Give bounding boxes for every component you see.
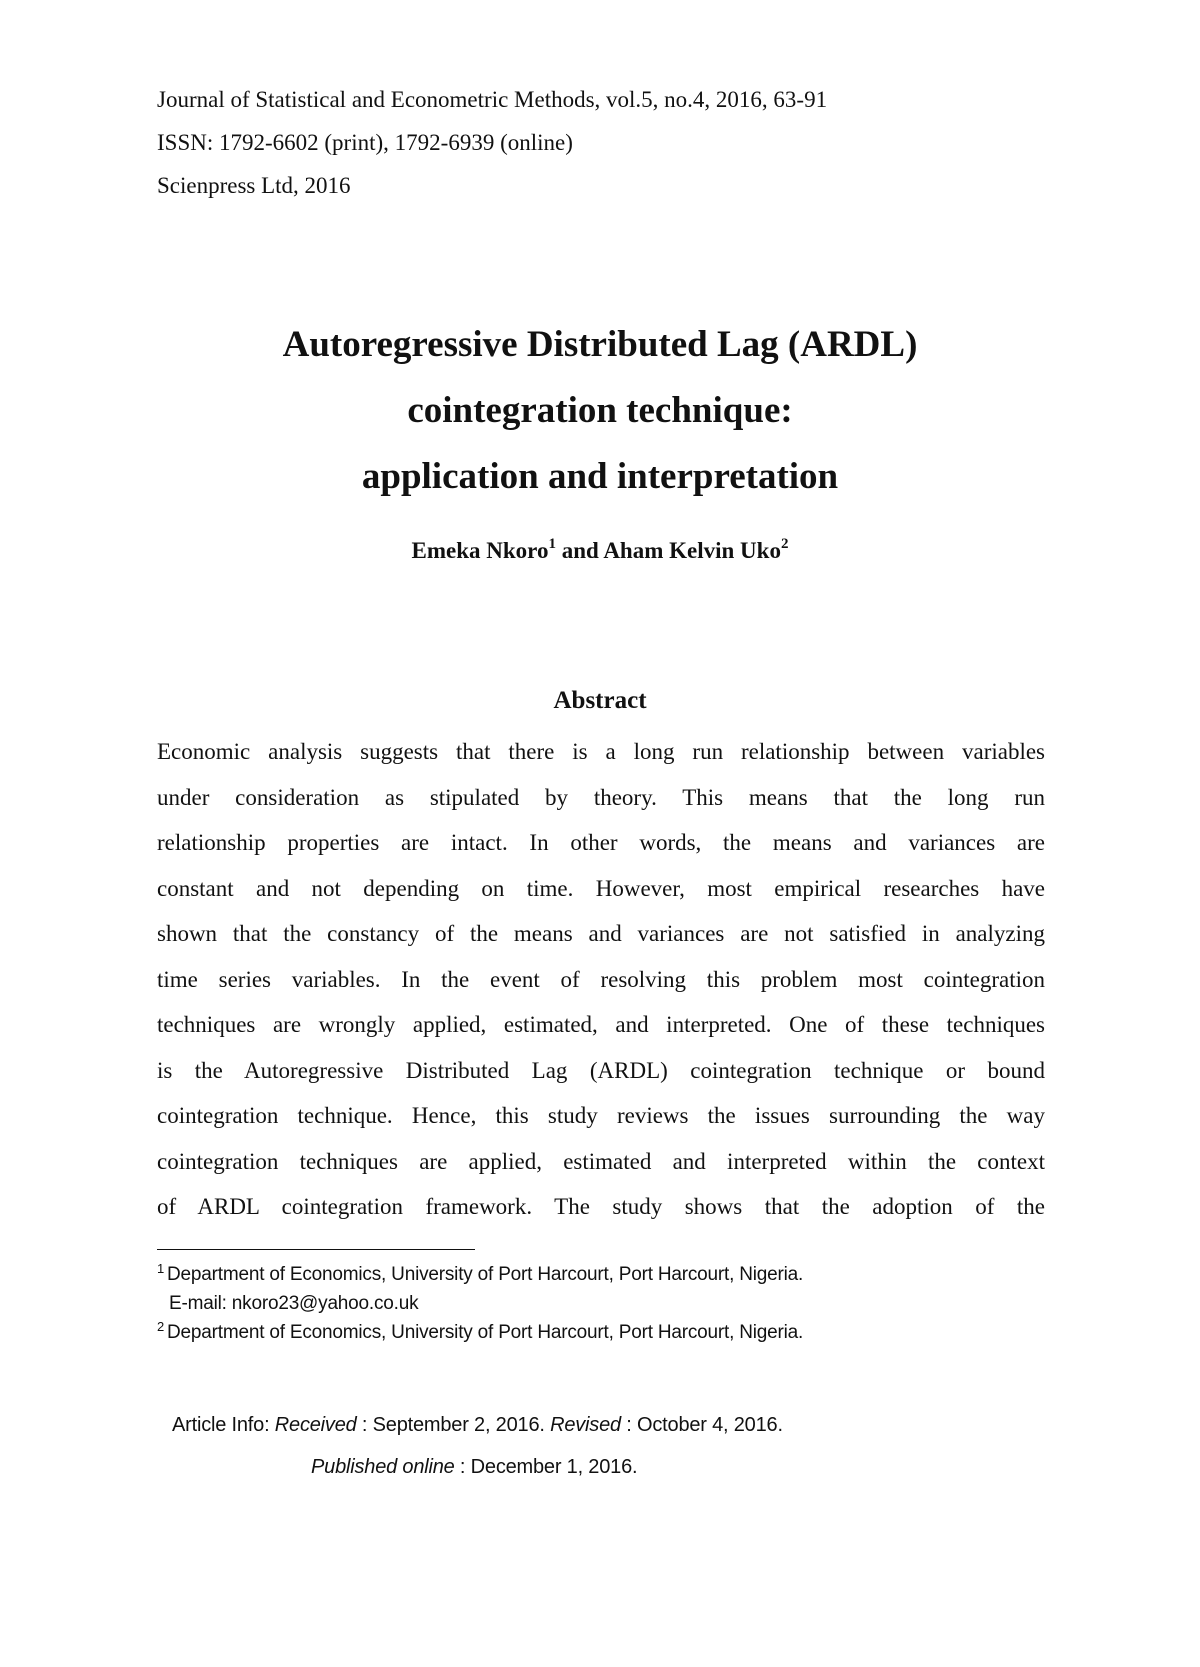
journal-citation: Journal of Statistical and Econometric Methods, vol.5, no.4, 2016, 63-91 (157, 87, 828, 112)
author-1-name: Emeka Nkoro (411, 538, 549, 563)
journal-header (157, 78, 827, 207)
revised-label: Revised (550, 1414, 621, 1436)
footnote-2-mark: 2 (157, 1319, 165, 1334)
received-label: Received (274, 1414, 357, 1436)
received-date: : September 2, 2016. (356, 1414, 551, 1436)
footnote-divider (157, 1249, 475, 1250)
footnote-1-affiliation: Department of Economics, University of Port Harcourt, Port Harcourt, Nigeria. (167, 1264, 804, 1285)
title-line-2: cointegration technique: (407, 390, 793, 431)
published-date: : December 1, 2016. (454, 1456, 638, 1478)
abstract-line: techniques are wrongly applied, estimated, and interpreted. One of these techniques (157, 1012, 1045, 1037)
abstract-line: shown that the constancy of the means and variances are not satisfied in analyzing (157, 921, 1045, 946)
author-2-name: Aham Kelvin Uko (603, 538, 781, 563)
author-separator: and (555, 538, 604, 563)
article-info-prefix: Article Info: (172, 1414, 275, 1436)
abstract-line: constant and not depending on time. However, most empirical researches have (157, 875, 1045, 901)
footnote-1 (157, 1260, 803, 1289)
journal-issn: ISSN: 1792-6602 (print), 1792-6939 (online) (157, 130, 573, 155)
abstract-line: under consideration as stipulated by theory. This means that the long run (157, 784, 1045, 810)
title-line-1: Autoregressive Distributed Lag (ARDL) (282, 324, 918, 365)
title-line-3: application and interpretation (361, 456, 839, 497)
author-list (0, 536, 1200, 566)
footnote-2 (157, 1318, 803, 1347)
article-info-dates (172, 1404, 783, 1446)
abstract-line: Economic analysis suggests that there is a long run relationship between variables (157, 739, 1045, 764)
footnote-1-email: E-mail: nkoro23@yahoo.co.uk (169, 1293, 419, 1314)
abstract-line: time series variables. In the event of resolving this problem most cointegration (157, 966, 1045, 992)
footnotes (157, 1260, 803, 1347)
revised-date: : October 4, 2016. (620, 1414, 783, 1436)
abstract-line: cointegration techniques are applied, estimated and interpreted within the context (157, 1148, 1045, 1174)
journal-publisher: Scienpress Ltd, 2016 (157, 173, 351, 198)
article-info-published (172, 1446, 783, 1488)
abstract-line: relationship properties are intact. In other words, the means and variances are (157, 830, 1045, 855)
footnote-2-affiliation: Department of Economics, University of Port Harcourt, Port Harcourt, Nigeria. (167, 1322, 804, 1343)
abstract-line: is the Autoregressive Distributed Lag (ARDL) cointegration technique or bound (157, 1057, 1045, 1083)
author-2-footnote-mark: 2 (780, 536, 789, 552)
abstract-body (157, 729, 1045, 1230)
published-label: Published online (311, 1456, 455, 1478)
paper-title (0, 312, 1200, 510)
author-1-footnote-mark: 1 (548, 536, 556, 552)
abstract-line: cointegration technique. Hence, this study reviews the issues surrounding the way (157, 1103, 1045, 1128)
abstract-line: of ARDL cointegration framework. The study shows that the adoption of the (157, 1194, 1045, 1219)
article-info (172, 1404, 783, 1488)
abstract-heading: Abstract (553, 687, 647, 714)
footnote-1-mark: 1 (157, 1261, 165, 1276)
